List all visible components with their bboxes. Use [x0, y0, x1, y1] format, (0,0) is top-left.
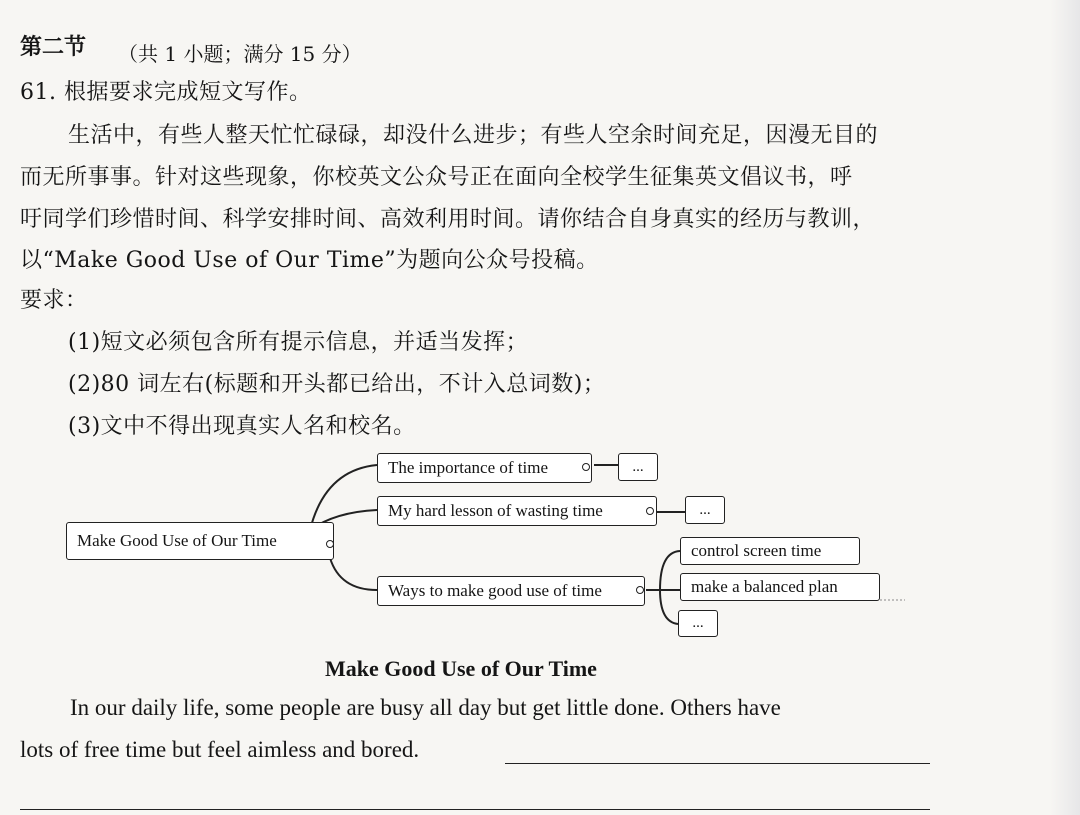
mindmap-leaf-screen-time — [680, 537, 860, 565]
mindmap-branch-label: The importance of time — [388, 458, 549, 477]
mindmap-leaf-ellipsis — [618, 453, 658, 481]
mindmap-leaf-label: ... — [699, 501, 711, 518]
essay-line-1: In our daily life, some people are busy all day but get little done. Others have — [70, 695, 781, 720]
answer-blank-line — [20, 809, 930, 810]
mindmap-leaf-balanced-plan — [680, 573, 880, 601]
requirement-1: (1)短文必须包含所有提示信息，并适当发挥； — [68, 330, 529, 355]
mindmap-branch-importance — [377, 453, 592, 483]
answer-blank-line — [505, 763, 930, 764]
collapse-knob-icon — [646, 507, 654, 515]
mindmap-leaf-label: ... — [632, 458, 644, 475]
requirement-2: (2)80 词左右(标题和开头都已给出，不计入总词数)； — [68, 372, 606, 397]
mindmap-leaf-ellipsis — [678, 610, 718, 637]
essay-line-2: lots of free time but feel aimless and bored. — [20, 737, 420, 762]
requirements-label: 要求： — [20, 288, 88, 313]
page-edge-shadow — [1050, 0, 1080, 815]
mindmap-branch-lesson — [377, 496, 657, 526]
mindmap-branch-ways — [377, 576, 645, 606]
prompt-line-2: 而无所事事。针对这些现象，你校英文公众号正在面向全校学生征集英文倡议书，呼 — [20, 165, 853, 190]
collapse-knob-icon — [636, 586, 644, 594]
prompt-line-4: 以“Make Good Use of Our Time”为题向公众号投稿。 — [20, 248, 599, 273]
essay-title: Make Good Use of Our Time — [325, 656, 597, 681]
mindmap-branch-label: Ways to make good use of time — [388, 581, 602, 600]
prompt-line-3: 吁同学们珍惜时间、科学安排时间、高效利用时间。请你结合自身真实的经历与教训， — [20, 207, 876, 232]
section-heading: 第二节 — [20, 34, 87, 60]
collapse-knob-icon — [582, 463, 590, 471]
mindmap-leaf-label: make a balanced plan — [691, 577, 838, 596]
section-note: （共 1 小题；满分 15 分） — [118, 42, 362, 66]
mindmap-root-label: Make Good Use of Our Time — [77, 531, 277, 550]
mindmap-root-node — [66, 522, 334, 560]
mindmap-branch-label: My hard lesson of wasting time — [388, 501, 603, 520]
mindmap-leaf-label: control screen time — [691, 541, 822, 560]
question-title: 61. 根据要求完成短文写作。 — [20, 80, 312, 105]
mindmap-leaf-ellipsis — [685, 496, 725, 524]
collapse-knob-icon — [326, 540, 334, 548]
requirement-3: (3)文中不得出现真实人名和校名。 — [68, 414, 416, 439]
prompt-line-1: 生活中，有些人整天忙忙碌碌，却没什么进步；有些人空余时间充足，因漫无目的 — [68, 123, 879, 148]
mindmap-leaf-label: ... — [692, 615, 704, 631]
